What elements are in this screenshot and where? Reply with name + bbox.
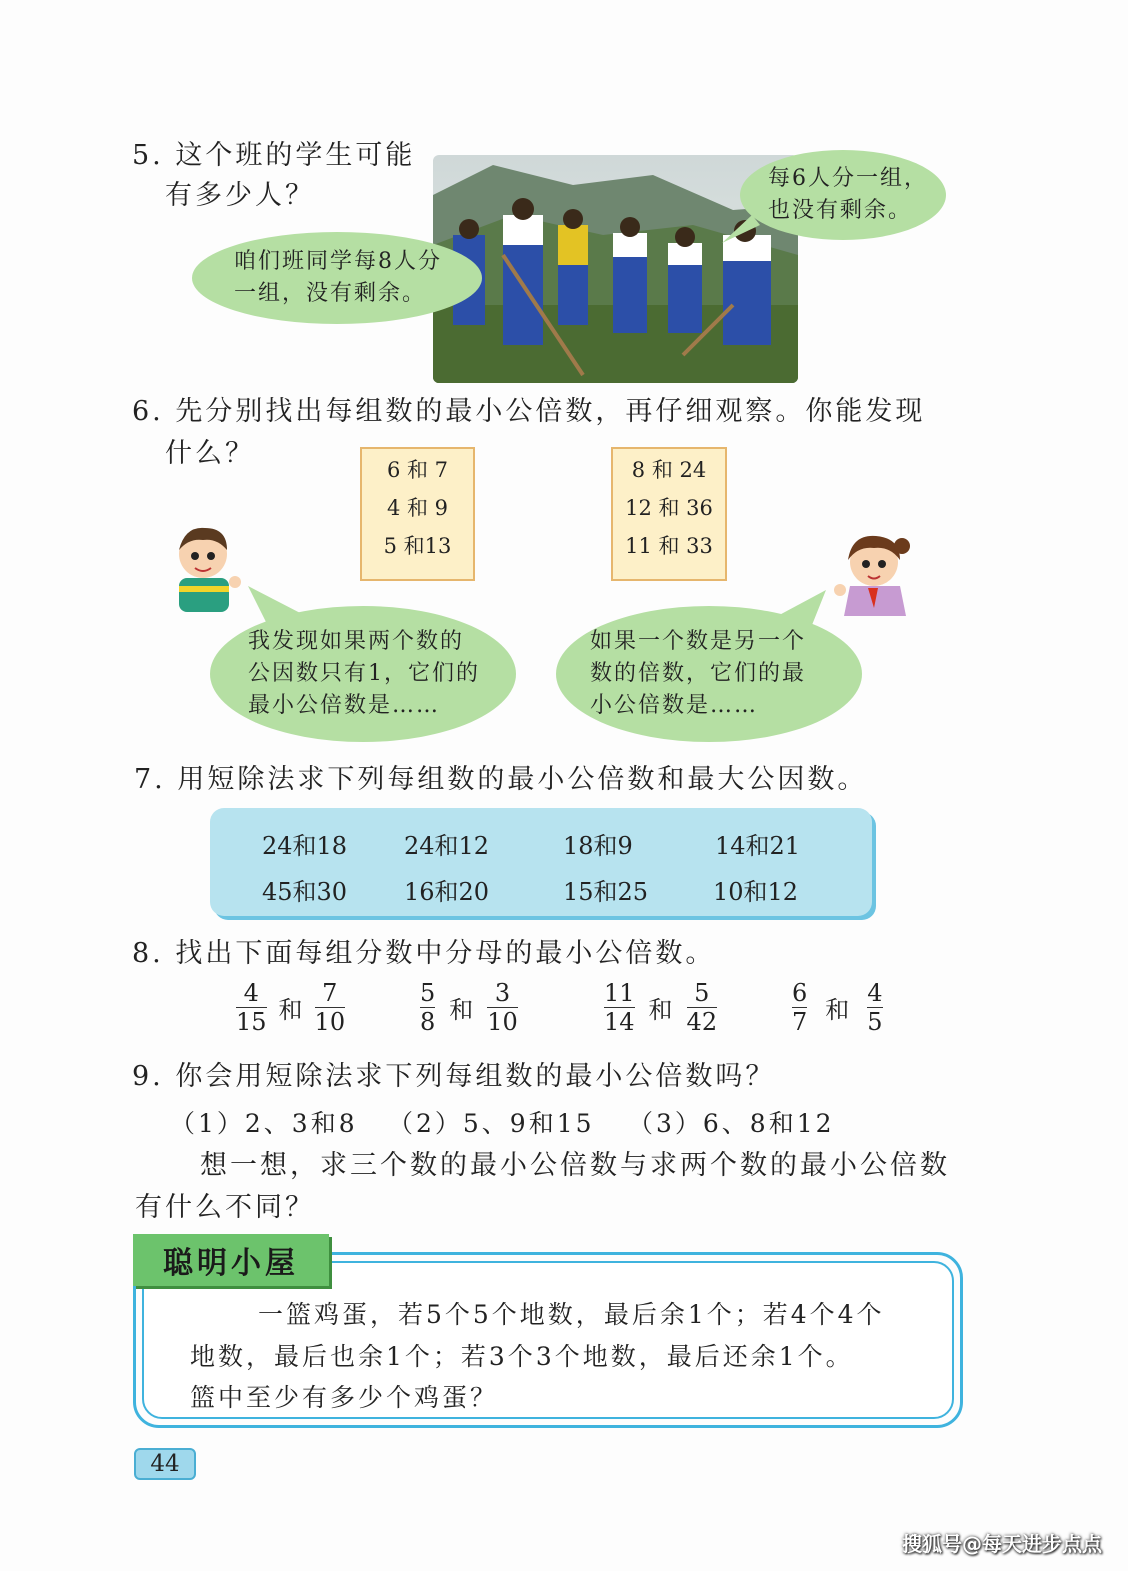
girl-cartoon-icon — [830, 530, 918, 616]
q7-pair: 18和9 — [563, 832, 633, 860]
speech-bubble-group-of-6: 每6人分一组， 也没有剩余。 — [740, 150, 946, 240]
smart-house-line1: 一篮鸡蛋，若5个5个地数，最后余1个；若4个4个 — [258, 1300, 885, 1329]
number-box-coprime: 6 和 7 4 和 9 5 和13 — [360, 447, 475, 581]
and-word: 和 — [278, 996, 303, 1024]
q9-item: （1）2、3和8 — [170, 1109, 358, 1138]
q8-line: 8. 找出下面每组分数中分母的最小公倍数。 — [132, 938, 716, 969]
smart-house-line2: 地数，最后也余1个；若3个3个地数，最后还余1个。 — [190, 1342, 854, 1371]
and-word: 和 — [825, 996, 850, 1024]
fraction-pair — [604, 980, 717, 1035]
q7-line: 7. 用短除法求下列每组数的最小公倍数和最大公因数。 — [134, 764, 868, 795]
boy-cartoon-icon — [165, 520, 245, 612]
q9-line: 9. 你会用短除法求下列每组数的最小公倍数吗？ — [132, 1061, 776, 1092]
q7-pair: 15和25 — [563, 878, 649, 906]
speech-bubble-group-of-8: 咱们班同学每8人分 一组，没有剩余。 — [192, 232, 482, 324]
q7-pair: 16和20 — [404, 878, 490, 906]
fraction-pair — [236, 980, 345, 1035]
fraction: $\frac{5}{8}$ — [420, 979, 436, 1036]
smart-house-title: 聪明小屋 — [133, 1234, 329, 1286]
q7-pair: 45和30 — [262, 878, 348, 906]
smart-house-line3: 篮中至少有多少个鸡蛋？ — [190, 1383, 499, 1412]
q5-line2: 有多少人？ — [165, 180, 315, 211]
q7-pair: 14和21 — [715, 832, 801, 860]
q7-pair: 24和18 — [262, 832, 348, 860]
q9-think-line1: 想一想，求三个数的最小公倍数与求两个数的最小公倍数 — [200, 1150, 950, 1181]
q6-line2: 什么？ — [165, 438, 255, 469]
fraction: $\frac{4}{15}$ — [236, 979, 267, 1036]
q7-pair: 10和12 — [713, 878, 799, 906]
q7-pair: 24和12 — [404, 832, 490, 860]
fraction: $\frac{5}{42}$ — [686, 979, 718, 1036]
q9-item: （2）5、9和15 — [388, 1109, 595, 1138]
bubble-tail-right — [722, 215, 762, 245]
q6-line1: 6. 先分别找出每组数的最小公倍数，再仔细观察。你能发现 — [132, 396, 926, 427]
number-box-multiples: 8 和 24 12 和 36 11 和 33 — [611, 447, 727, 581]
q5-line1: 5. 这个班的学生可能 — [132, 140, 416, 171]
fraction: $\frac{4}{5}$ — [867, 979, 883, 1036]
and-word: 和 — [449, 996, 474, 1024]
speech-bubble-multiple: 如果一个数是另一个 数的倍数，它们的最 小公倍数是…… — [556, 606, 862, 742]
fraction: $\frac{6}{7}$ — [792, 979, 808, 1036]
speech-bubble-coprime: 我发现如果两个数的 公因数只有1，它们的 最小公倍数是…… — [210, 606, 516, 742]
q9-think-line2: 有什么不同？ — [135, 1192, 315, 1223]
fraction: $\frac{7}{10}$ — [314, 979, 346, 1036]
page-number: 44 — [134, 1448, 196, 1480]
fraction-pair — [420, 980, 518, 1035]
fraction: $\frac{3}{10}$ — [487, 979, 518, 1036]
fraction-pair — [792, 980, 883, 1035]
fraction: $\frac{11}{14}$ — [604, 979, 635, 1036]
and-word: 和 — [648, 996, 673, 1024]
q9-item: （3）6、8和12 — [628, 1109, 835, 1138]
watermark: 搜狐号@每天进步点点 — [902, 1532, 1102, 1556]
